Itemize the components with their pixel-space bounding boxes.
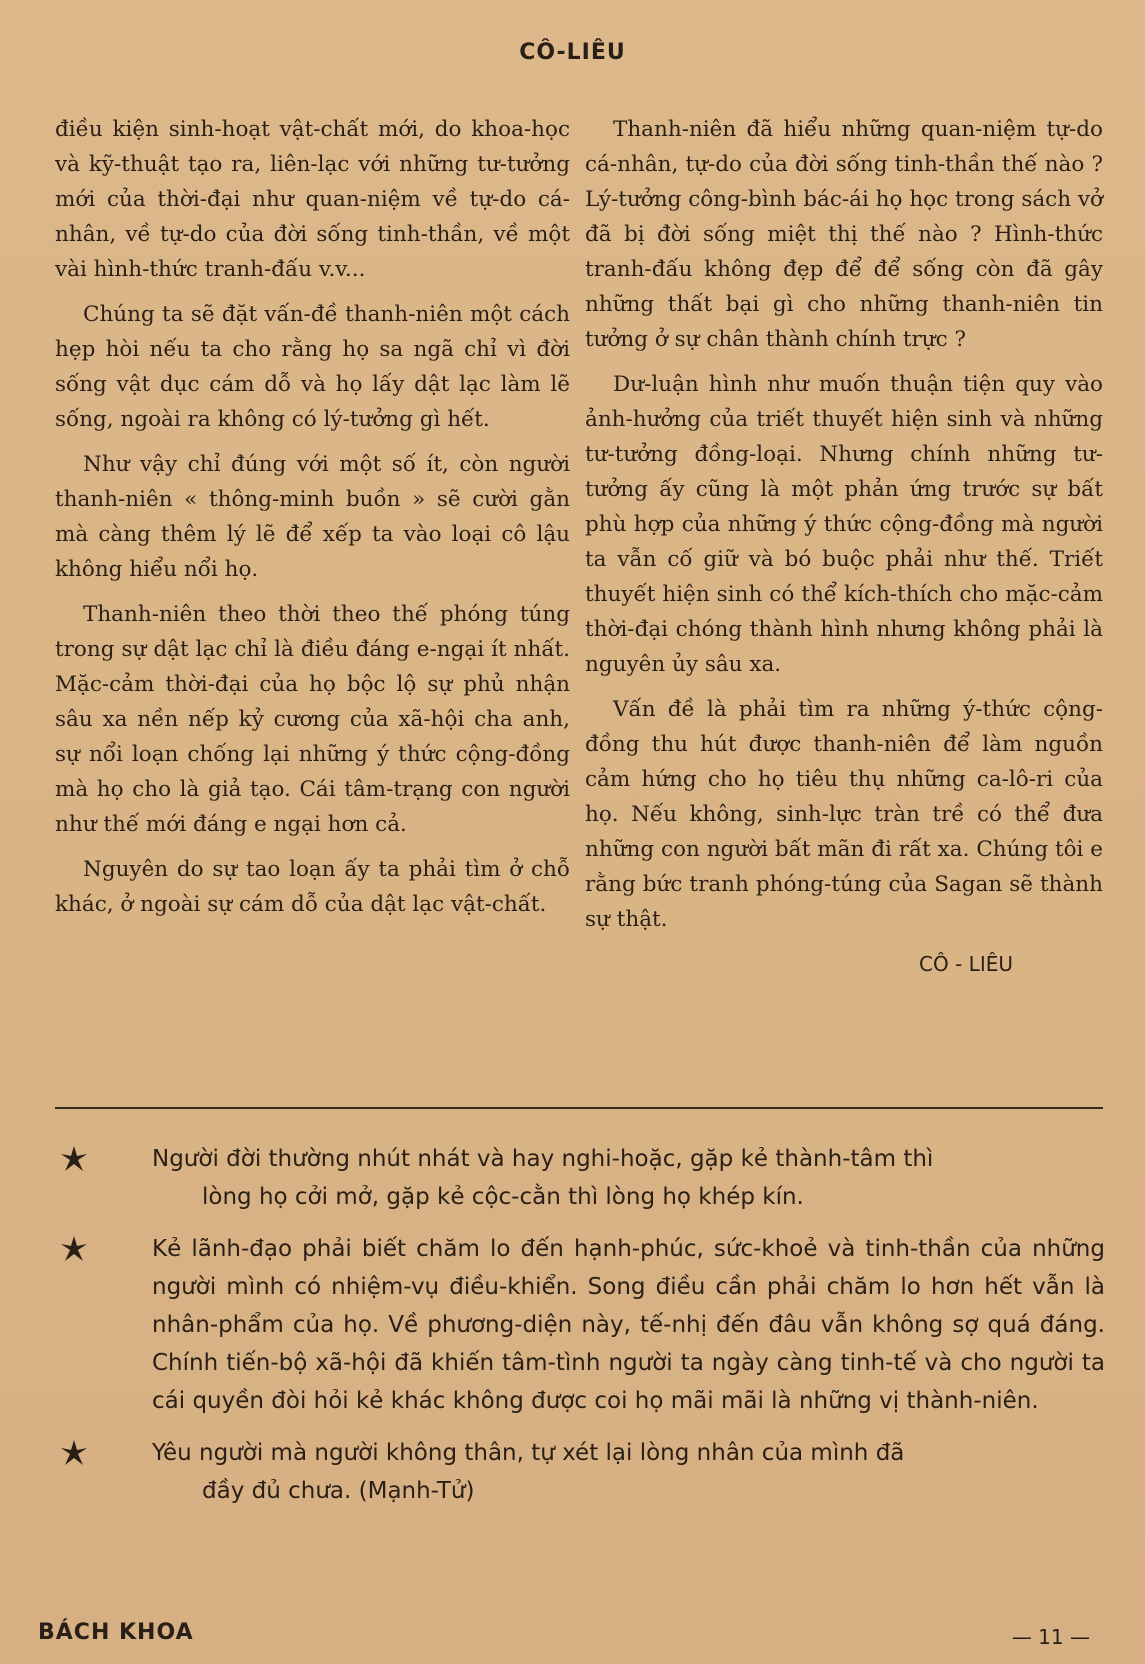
quote-2-text: Kẻ lãnh-đạo phải biết chăm lo đến hạnh-phúc, sức-khoẻ và tinh-thần của những người mình có nhiệm-vụ điều-khiển. Song điều cần phải chăm lo hơn hết vẫn là nhân-phẩm của họ. Về phương-diện này, tế-nhị đến đâu vẫn không sợ quá đáng. Chính tiến-bộ xã-hội đã khiến tâm-tình người ta ngày càng tinh-tế và cho người ta cái quyền đòi hỏi kẻ khác không được coi họ mãi mãi là những vị thành-niên. [152, 1236, 1105, 1414]
right-column [585, 112, 1103, 982]
quote-item [55, 1230, 1105, 1420]
left-paragraph-3: Như vậy chỉ đúng với một số ít, còn người thanh-niên « thông-minh buồn » sẽ cười gằn mà càng thêm lý lẽ để xếp ta vào loại cô lậu không hiểu nổi họ. [55, 452, 570, 582]
footer-page-number: — 11 — [1011, 1625, 1090, 1649]
right-paragraph-1: Thanh-niên đã hiểu những quan-niệm tự-do cá-nhân, tự-do của đời sống tinh-thần thế nào ? Lý-tưởng công-bình bác-ái họ học trong sách vở đã bị đời sống miệt thị thế nào ? Hình-thức tranh-đấu không đẹp để để sống còn đã gây những thất bại gì cho những thanh-niên tin tưởng ở sự chân thành chính trực ? [585, 117, 1103, 352]
section-divider [55, 1107, 1103, 1109]
quote-3-line-2: đầy đủ chưa. (Mạnh-Tử) [202, 1478, 475, 1504]
quote-item [55, 1434, 1105, 1510]
quote-1-line-2: lòng họ cởi mở, gặp kẻ cộc-cằn thì lòng họ khép kín. [202, 1184, 804, 1210]
page-header-title: CÔ-LIÊU [519, 40, 626, 65]
quote-item [55, 1140, 1105, 1216]
author-signature: CÔ - LIÊU [919, 952, 1013, 976]
left-paragraph-1: điều kiện sinh-hoạt vật-chất mới, do khoa-học và kỹ-thuật tạo ra, liên-lạc với những tư-tưởng mới của thời-đại như quan-niệm về tự-do cá-nhân, về tự-do của đời sống tinh-thần, về một vài hình-thức tranh-đấu v.v... [55, 117, 570, 282]
left-paragraph-5: Nguyên do sự tao loạn ấy ta phải tìm ở chỗ khác, ở ngoài sự cám dỗ của dật lạc vật-chất. [55, 857, 570, 917]
right-paragraph-2: Dư-luận hình như muốn thuận tiện quy vào ảnh-hưởng của triết thuyết hiện sinh và những tư-tưởng đồng-loại. Nhưng chính những tư-tưởng ấy cũng là một phản ứng trước sự bất phù hợp của những ý thức cộng-đồng mà người ta vẫn cố giữ và bó buộc phải như thế. Triết thuyết hiện sinh có thể kích-thích cho mặc-cảm thời-đại chóng thành hình nhưng không phải là nguyên ủy sâu xa. [585, 372, 1103, 677]
right-paragraph-3: Vấn đề là phải tìm ra những ý-thức cộng-đồng thu hút được thanh-niên để làm nguồn cảm hứng cho họ tiêu thụ những ca-lô-ri của họ. Nếu không, sinh-lực tràn trề có thể đưa những con người bất mãn đi rất xa. Chúng tôi e rằng bức tranh phóng-túng của Sagan sẽ thành sự thật. [585, 697, 1103, 932]
footer-magazine-name: BÁCH KHOA [38, 1620, 194, 1645]
star-ornament-icon [57, 1142, 91, 1176]
quotes-section [55, 1140, 1105, 1524]
left-column [55, 112, 570, 932]
star-ornament-icon [57, 1232, 91, 1266]
star-ornament-icon [57, 1436, 91, 1470]
quote-3-line-1: Yêu người mà người không thân, tự xét lại lòng nhân của mình đã [152, 1440, 905, 1466]
left-paragraph-2: Chúng ta sẽ đặt vấn-đề thanh-niên một cách hẹp hòi nếu ta cho rằng họ sa ngã chỉ vì đời sống vật dục cám dỗ và họ lấy dật lạc làm lẽ sống, ngoài ra không có lý-tưởng gì hết. [55, 302, 570, 432]
left-paragraph-4: Thanh-niên theo thời theo thế phóng túng trong sự dật lạc chỉ là điều đáng e-ngại ít nhất. Mặc-cảm thời-đại của họ bộc lộ sự phủ nhận sâu xa nền nếp kỷ cương của xã-hội cha anh, sự nổi loạn chống lại những ý thức cộng-đồng mà họ cho là giả tạo. Cái tâm-trạng con người như thế mới đáng e ngại hơn cả. [55, 602, 570, 837]
quote-1-line-1: Người đời thường nhút nhát và hay nghi-hoặc, gặp kẻ thành-tâm thì [152, 1146, 934, 1172]
